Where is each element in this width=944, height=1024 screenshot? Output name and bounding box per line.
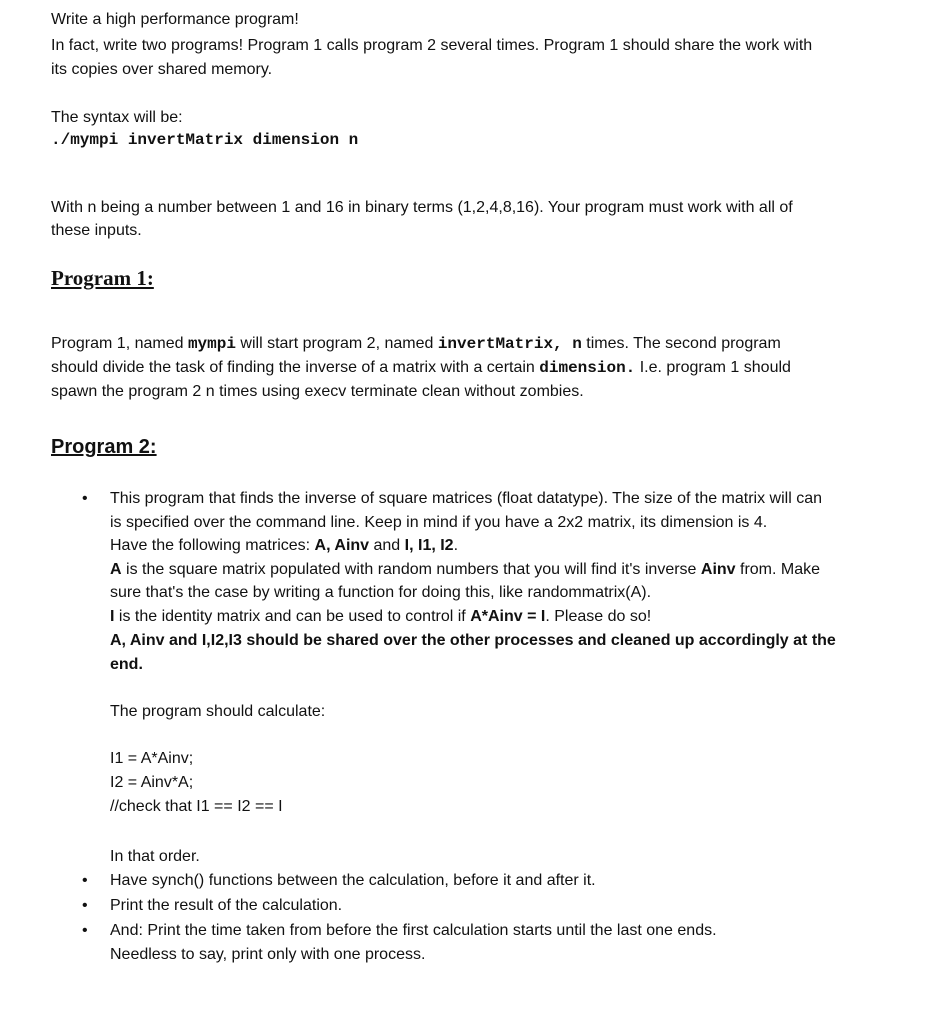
p1-l1-code-mympi: mympi [187,335,236,353]
p2-b1-l4-bold: A [110,561,122,578]
p2-b1-l3-pre: Have the following matrices: [110,537,315,554]
p2-b1-line-4 [110,559,820,581]
intro-line-3: its copies over shared memory. [51,61,273,78]
p1-l1-post: The second program [628,335,781,352]
p2-b4-line-2: Needless to say, print only with one process. [110,946,426,963]
n-desc-line-2: these inputs. [51,222,142,239]
program1-heading: Program 1: [51,266,154,290]
syntax-command: ./mympi invertMatrix dimension n [51,131,359,149]
calc-label: The program should calculate: [110,703,326,720]
calc-line-3: //check that I1 == I2 == I [110,798,283,815]
p2-b1-l3-bold: A, Ainv [314,537,370,554]
p2-b2: Have synch() functions between the calculation, before it and after it. [110,872,596,889]
p2-b1-line-3 [110,535,458,557]
intro-line-1: Write a high performance program! [51,11,299,28]
calc-line-2: I2 = Ainv*A; [110,774,194,791]
order-note: In that order. [110,848,200,865]
p2-b1-line-8: end. [110,656,143,673]
bullet-2: • [82,872,88,889]
bullet-4: • [82,922,88,939]
p2-b1-l4-text: is the square matrix populated with random numbers that you will find it's inverse [121,561,701,578]
p1-l1-code-invertmatrix: invertMatrix, n [437,335,582,353]
p1-l1-times: times. [581,335,629,352]
p2-b1-l3-mid: and [369,537,405,554]
bullet-1: • [82,490,88,507]
n-desc-line-1: With n being a number between 1 and 16 in binary terms (1,2,4,8,16). Your program must work with all of [51,199,793,216]
p1-l2-code-dimension: dimension. [539,359,636,377]
p1-l1-mid: will start program 2, named [235,335,438,352]
p1-l2-post: I.e. program 1 should [635,359,791,376]
p2-b1-line-5: sure that's the case by writing a function for doing this, like randommatrix(A). [110,584,652,601]
p2-b1-l3-end: . [453,537,459,554]
p2-b1-l6-bold2: A*Ainv = I [470,608,546,625]
p2-b1-line-2: is specified over the command line. Keep in mind if you have a 2x2 matrix, its dimension is 4. [110,514,768,531]
p1-l2-pre: should divide the task of finding the inverse of a matrix with a certain [51,359,540,376]
p1-l1-pre: Program 1, named [51,335,188,352]
p2-b1-l4-end: from. Make [735,561,821,578]
program1-line-1 [51,333,781,355]
p2-b1-l6-bold: I [110,608,115,625]
program1-line-3: spawn the program 2 n times using execv terminate clean without zombies. [51,383,584,400]
program1-line-2 [51,357,791,379]
calc-line-1: I1 = A*Ainv; [110,750,194,767]
p2-b1-line-6 [110,606,651,628]
syntax-label: The syntax will be: [51,109,183,126]
p2-b1-l6-end: . Please do so! [545,608,652,625]
program2-heading: Program 2: [51,436,157,458]
p2-b1-l4-bold2: Ainv [700,561,736,578]
p2-b1-line-1: This program that finds the inverse of square matrices (float datatype). The size of the matrix will can [110,490,823,507]
bullet-3: • [82,897,88,914]
p2-b4-line-1: And: Print the time taken from before the first calculation starts until the last one ends. [110,922,717,939]
p2-b3: Print the result of the calculation. [110,897,343,914]
p2-b1-l3-bold2: I, I1, I2 [404,537,454,554]
p2-b1-l6-text: is the identity matrix and can be used to control if [114,608,471,625]
p2-b1-line-7: A, Ainv and I,I2,I3 should be shared over the other processes and cleaned up accordingly at the [110,632,836,649]
intro-line-2: In fact, write two programs! Program 1 calls program 2 several times. Program 1 should share the work with [51,37,813,54]
